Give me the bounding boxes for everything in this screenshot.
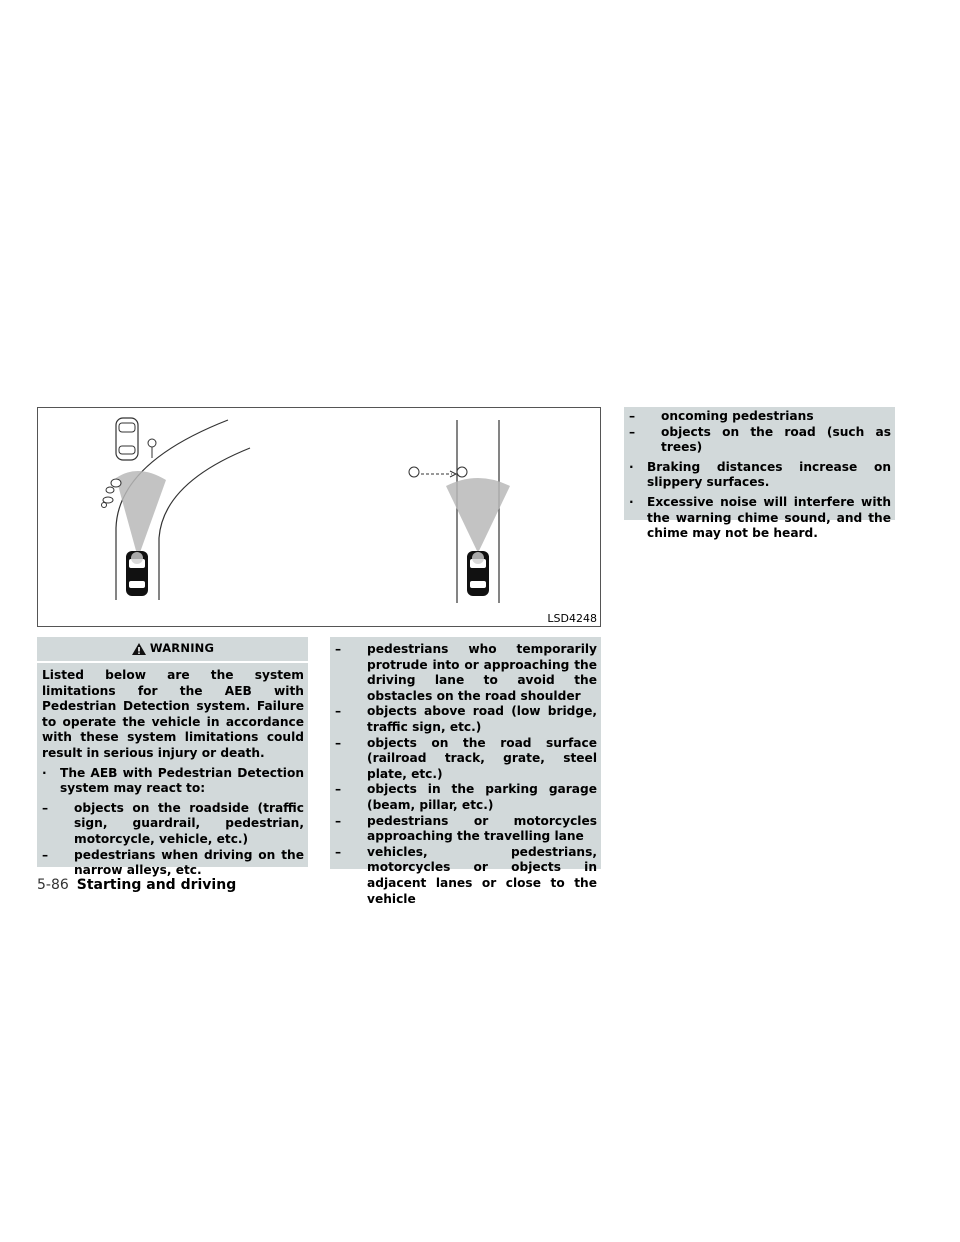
page-footer [37, 877, 236, 893]
road-curve-inner [159, 448, 250, 600]
dash-marker: – [335, 735, 342, 750]
dash-marker: – [335, 782, 342, 797]
bullet-text: The AEB with Pedestrian Detection system may react to: [60, 765, 304, 796]
dash-text: pedestrians when driving on the narrow alleys, etc. [74, 847, 304, 878]
dash-item [629, 425, 895, 456]
dash-item [335, 845, 601, 907]
dash-item [42, 848, 308, 879]
warning-panel-continued [330, 637, 601, 906]
section-title: Starting and driving [76, 877, 237, 893]
dash-marker: – [629, 424, 636, 439]
dash-marker: – [42, 800, 49, 815]
page-number: 5-86 [37, 877, 69, 893]
bullet-marker: · [629, 494, 634, 509]
dash-text: objects above road (low bridge, traffic sign, etc.) [367, 704, 597, 734]
warning-panel-continued-2 [624, 407, 895, 541]
dash-text: objects on the road (such as trees) [661, 424, 891, 455]
dash-marker: – [42, 847, 49, 862]
dash-item [42, 801, 308, 848]
crossing-arrow [450, 471, 456, 477]
roadside-objects [102, 479, 122, 508]
dash-item [335, 704, 601, 735]
parked-car [116, 418, 138, 460]
dash-marker: – [335, 813, 342, 828]
warning-triangle-icon [131, 642, 147, 656]
bullet-text: Excessive noise will interfere with the warning chime sound, and the chime may not be heard. [647, 494, 891, 541]
bullet-text: Braking distances increase on slippery surfaces. [647, 459, 891, 490]
dash-text: pedestrians or motorcycles approaching the travelling lane [367, 813, 597, 844]
dash-marker: – [335, 844, 342, 859]
illustration-figure [37, 407, 601, 627]
figure-code: LSD4248 [547, 612, 597, 625]
warning-intro: Listed below are the system limitations for the AEB with Pedestrian Detection system. Failure to operate the vehicle in accordance with these system limitations could result in serious injury or death. [42, 668, 304, 760]
road-sign [148, 439, 156, 458]
dash-item [335, 736, 601, 783]
dash-marker: – [629, 409, 636, 423]
warning-header [37, 637, 308, 661]
bullet-item [629, 495, 895, 542]
bullet-item [42, 766, 308, 797]
aeb-limitations-illustration [38, 408, 602, 628]
bullet-item [629, 460, 895, 491]
dash-text: pedestrians who temporarily protrude into or approaching the driving lane to avoid the obstacles on the road shoulder [367, 642, 597, 703]
dash-item [335, 642, 601, 704]
detection-cone-right [446, 478, 510, 553]
warning-divider [37, 661, 308, 663]
dash-marker: – [335, 704, 342, 719]
warning-panel [37, 637, 308, 878]
dash-text: oncoming pedestrians [661, 409, 814, 423]
dash-text: objects on the roadside (traffic sign, guardrail, pedestrian, motorcycle, vehicle, etc.) [74, 800, 304, 846]
dash-item [335, 814, 601, 845]
pedestrian-crossing [409, 467, 467, 477]
warning-title: WARNING [149, 641, 215, 656]
dash-text: vehicles, pedestrians, motorcycles or objects in adjacent lanes or close to the vehicle [367, 844, 597, 906]
dash-text: objects in the parking garage (beam, pillar, etc.) [367, 782, 597, 812]
bullet-marker: · [629, 459, 634, 474]
bullet-marker: · [42, 765, 47, 780]
dash-item [629, 409, 895, 425]
dash-item [335, 782, 601, 813]
dash-marker: – [335, 642, 342, 656]
dash-text: objects on the road surface (railroad track, grate, steel plate, etc.) [367, 735, 597, 781]
